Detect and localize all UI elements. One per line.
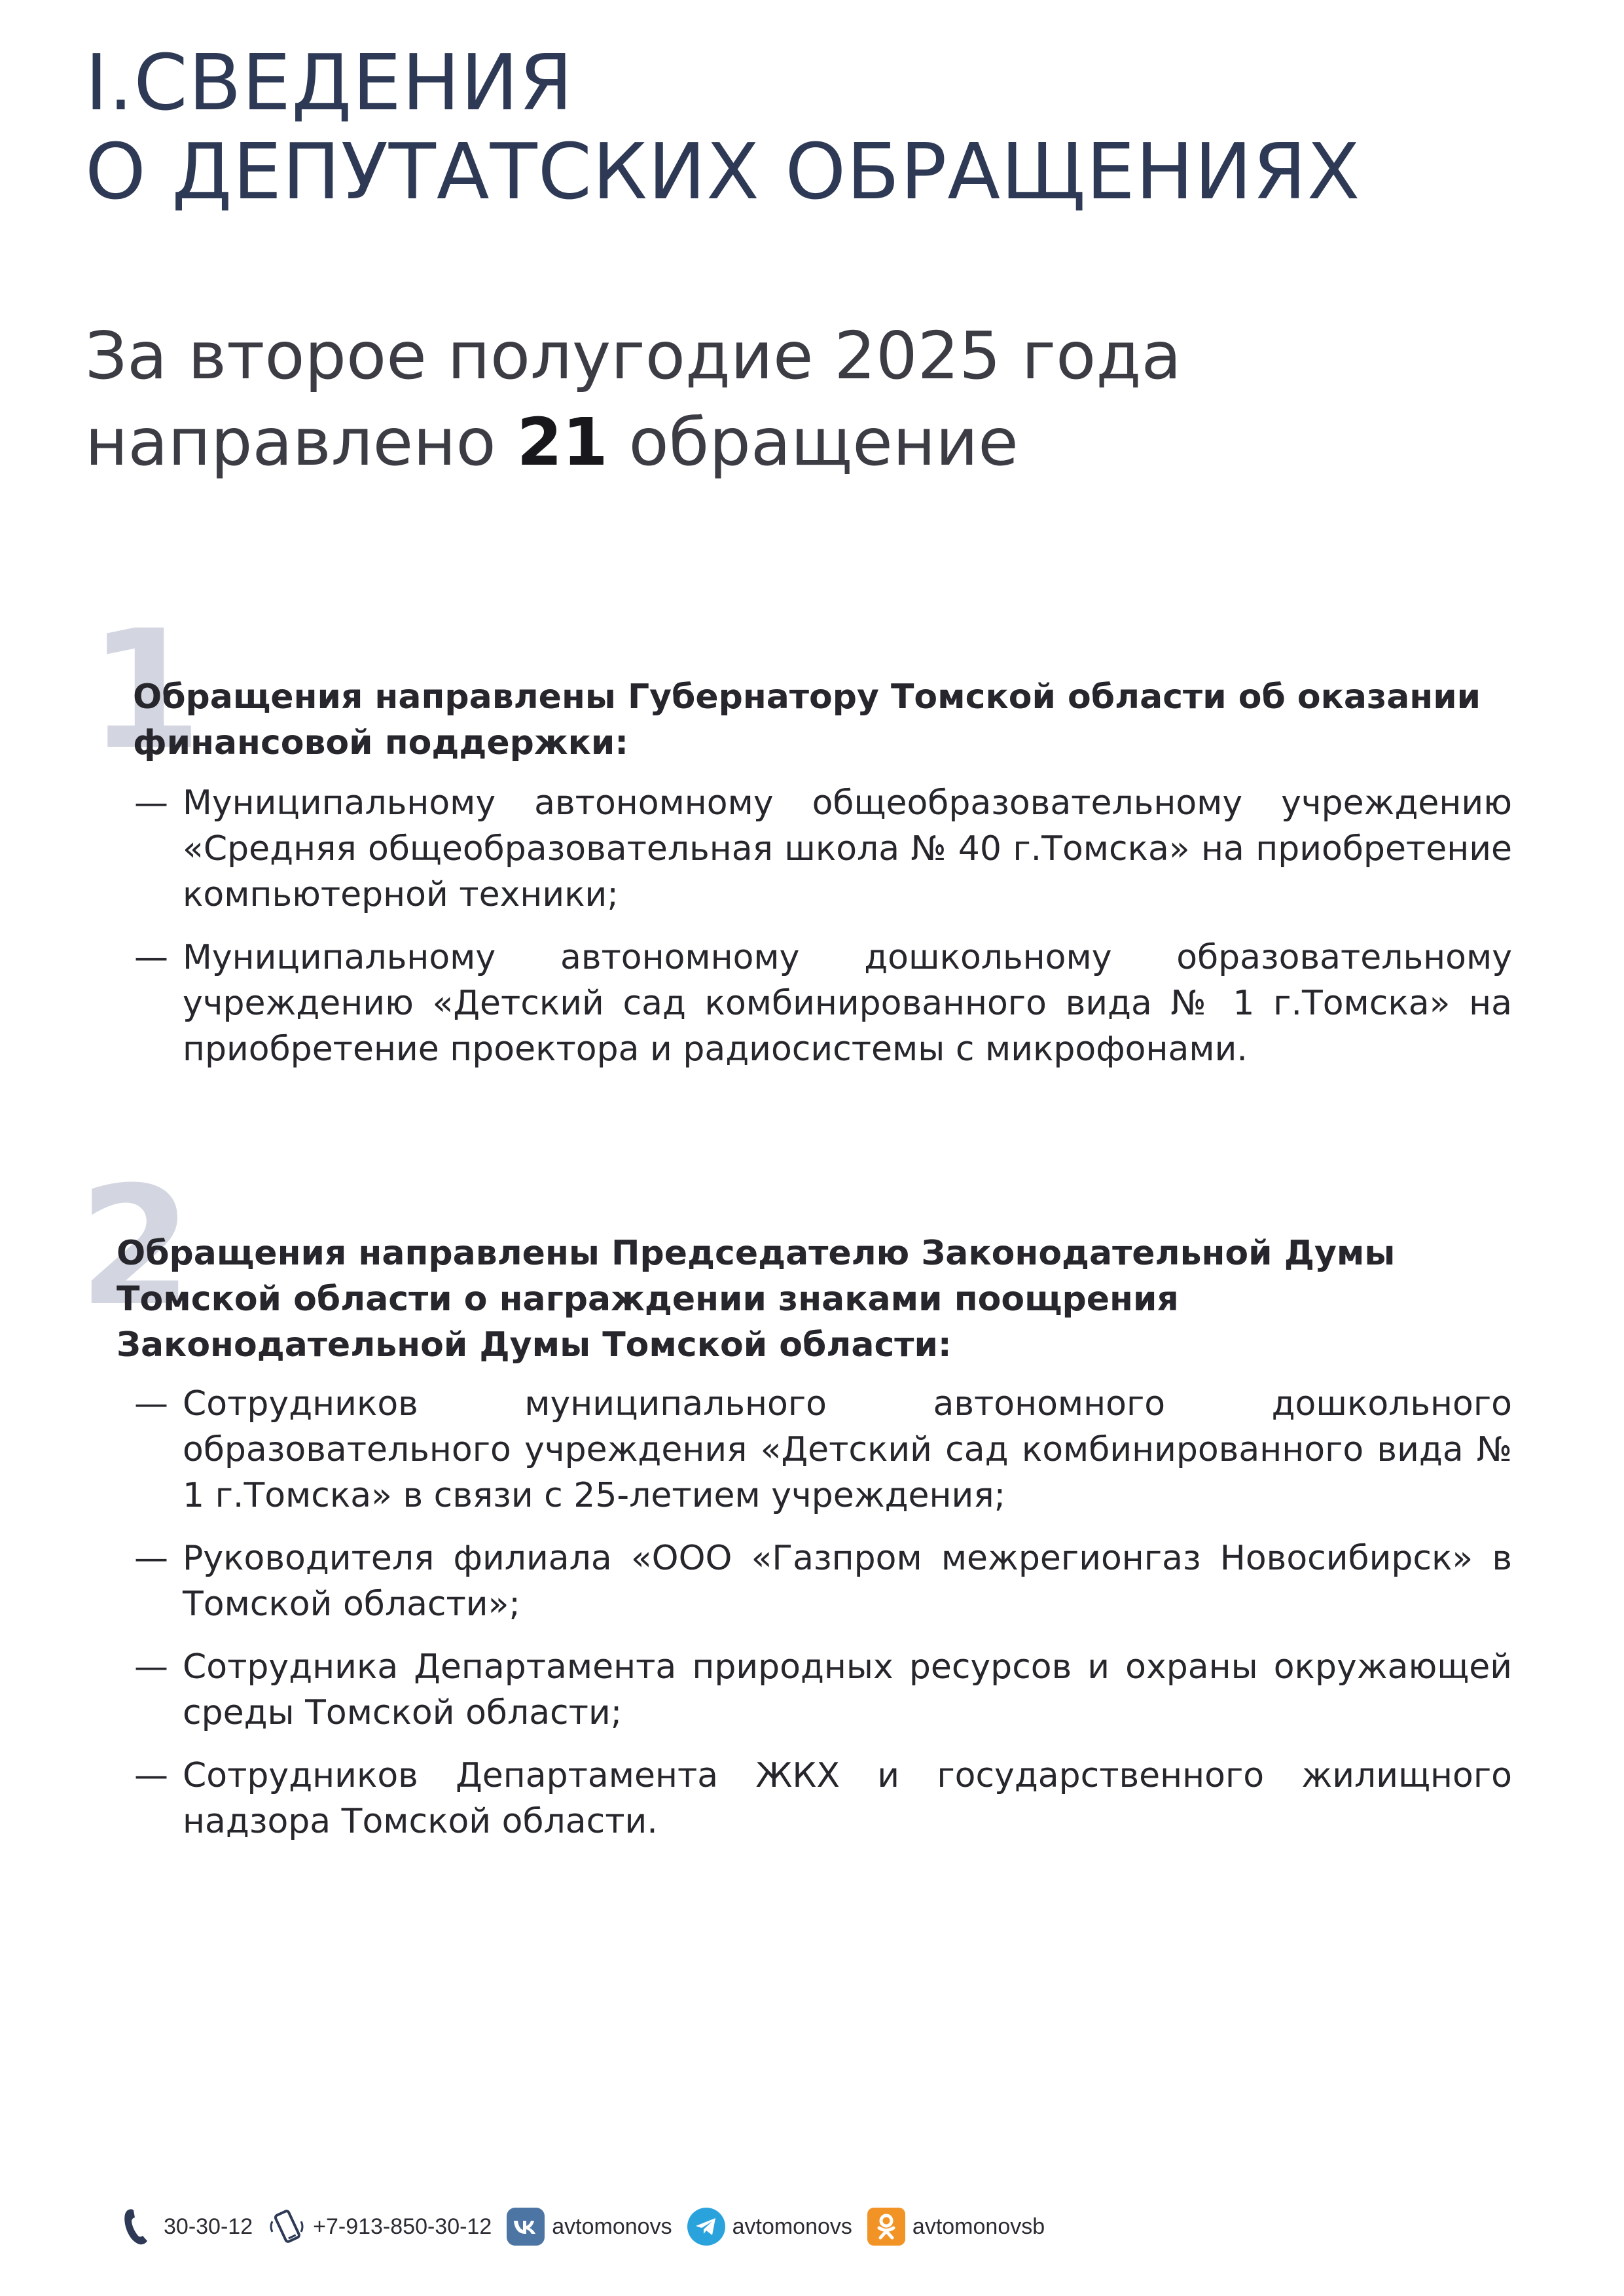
- page-title-line-1: I.СВЕДЕНИЯ: [85, 37, 573, 128]
- list-item: [134, 1381, 1512, 1518]
- contact-mobile[interactable]: [267, 2207, 492, 2246]
- contact-telegram[interactable]: [687, 2207, 852, 2246]
- summary-line-1: За второе полугодие 2025 года: [85, 317, 1182, 394]
- list-item: [134, 1535, 1512, 1627]
- dash-marker: —: [134, 1647, 168, 1687]
- dash-marker: —: [134, 1756, 168, 1795]
- dash-marker: —: [134, 783, 168, 823]
- dash-marker: —: [134, 1384, 168, 1424]
- summary-suffix: обращение: [628, 404, 1019, 480]
- section-2-list: [134, 1381, 1512, 1861]
- contact-phone[interactable]: [118, 2207, 253, 2246]
- telegram-icon: [687, 2207, 726, 2246]
- mobile-text: +7-913-850-30-12: [313, 2214, 492, 2239]
- vk-icon: [506, 2207, 545, 2246]
- section-1-list: [134, 780, 1512, 1089]
- footer-contacts: [118, 2200, 1059, 2253]
- list-item-text: Руководителя филиала «ООО «Газпром межрегионгаз Новосибирск» в Томской области»;: [183, 1539, 1512, 1624]
- list-item-text: Сотрудников муниципального автономного дошкольного образовательного учреждения «Детский сад комбинированного вида № 1 г.Томска» в связи с 25-летием учреждения;: [183, 1384, 1512, 1515]
- phone-text: 30-30-12: [164, 2214, 253, 2239]
- telegram-text: avtomonovs: [732, 2214, 852, 2239]
- section-2-heading: Обращения направлены Председателю Законодательной Думы Томской области о награждении знаками поощрения Законодательной Думы Томской области:: [117, 1234, 1396, 1365]
- summary-count: 21: [516, 404, 608, 480]
- vk-text: avtomonovs: [552, 2214, 672, 2239]
- contact-ok[interactable]: [867, 2207, 1045, 2246]
- list-item: [134, 935, 1512, 1072]
- page-title: [85, 38, 1558, 216]
- list-item-text: Сотрудников Департамента ЖКХ и государственного жилищного надзора Томской области.: [183, 1756, 1512, 1841]
- contact-vk[interactable]: [506, 2207, 672, 2246]
- dash-marker: —: [134, 1539, 168, 1578]
- list-item-text: Муниципальному автономному дошкольному образовательному учреждению «Детский сад комбинированного вида № 1 г.Томска» на приобретение проектора и радиосистемы с микрофонами.: [183, 938, 1512, 1069]
- list-item: [134, 1753, 1512, 1844]
- section-1-heading: Обращения направлены Губернатору Томской области об оказании финансовой поддержки:: [133, 677, 1481, 762]
- summary-line-2: [85, 399, 1558, 486]
- section-number-2: 2: [79, 1151, 192, 1342]
- dash-marker: —: [134, 938, 168, 977]
- list-item: [134, 1644, 1512, 1736]
- summary-prefix: направлено: [85, 404, 496, 480]
- mobile-phone-icon: [267, 2207, 306, 2246]
- page-title-line-2: О ДЕПУТАТСКИХ ОБРАЩЕНИЯХ: [85, 126, 1361, 217]
- list-item: [134, 780, 1512, 918]
- phone-icon: [118, 2207, 157, 2246]
- ok-text: avtomonovsb: [912, 2214, 1045, 2239]
- list-item-text: Сотрудника Департамента природных ресурсов и охраны окружающей среды Томской области;: [183, 1647, 1512, 1732]
- section-number-1: 1: [88, 595, 202, 785]
- summary: [85, 313, 1558, 486]
- list-item-text: Муниципальному автономному общеобразовательному учреждению «Средняя общеобразовательная школа № 40 г.Томска» на приобретение компьютерной техники;: [183, 783, 1512, 914]
- odnoklassniki-icon: [867, 2207, 906, 2246]
